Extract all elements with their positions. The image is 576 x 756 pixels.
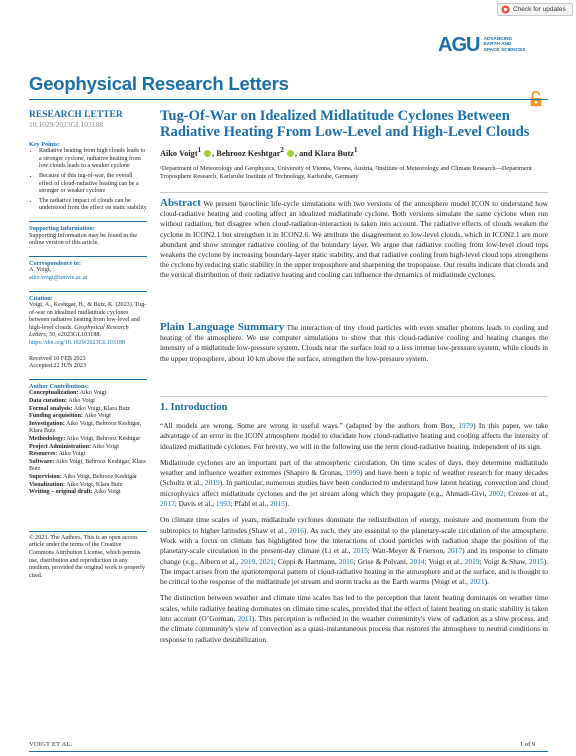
affiliations: ¹Department of Meteorology and Geophysics, University of Vienna, Vienna, Austria, ²Institute of Meteorology and Climate Research—Department Troposphere Research, Karlsruhe Institute of Technology, Karlsruhe, Germany bbox=[160, 165, 532, 180]
key-points-list bbox=[29, 148, 147, 213]
divider bbox=[160, 396, 548, 397]
supporting-info-heading: Supporting Information: bbox=[29, 224, 95, 232]
article-type: RESEARCH LETTER bbox=[29, 110, 123, 120]
update-icon bbox=[501, 5, 510, 14]
footer-rule bbox=[29, 751, 548, 752]
citation-link[interactable]: 2019 bbox=[204, 478, 220, 488]
citation-link[interactable]: 2016 bbox=[338, 556, 354, 566]
citation-link[interactable]: 2021 bbox=[469, 577, 485, 587]
agu-logo-letters: AGU bbox=[438, 33, 480, 56]
contributions-heading: Author Contributions: bbox=[29, 382, 89, 390]
author-name: Behrooz Keshtgar bbox=[216, 148, 281, 158]
citation-link[interactable]: 1993 bbox=[215, 499, 231, 509]
accepted-date: Accepted 22 JUN 2023 bbox=[29, 363, 87, 370]
divider bbox=[29, 291, 147, 292]
citation-link[interactable]: 2015 bbox=[270, 499, 285, 509]
citation-text: Voigt, A., Keshtgar, B., & Butz, K. (2023). Tug-of-war on idealized midlatitude cyclones between radiative heating from low-level and high-level clouds. Geophysical Research Letters, 50, e2023GL103188. https://doi.org/10.1029/2023GL103188 bbox=[29, 302, 147, 347]
contribution-item: Supervision: Aiko Voigt, Behrooz Keshtgar bbox=[29, 473, 137, 480]
contribution-item: Writing – original draft: Aiko Voigt bbox=[29, 489, 121, 496]
contribution-item: Conceptualization: Aiko Voigt bbox=[29, 390, 107, 397]
paragraph: Midlatitude cyclones are an important part of the atmospheric circulation. On time scales of days, they determine midlatitude weather and influence weather extremes (Shapiro & Gronas, 1999) and have been a topic of weather research for many decades (Schultz et al., 2019). In particular, numerous studies have been conducted to understand how latent heating, convection and cloud microphysics affect midlatitude cyclones and the jet stream along which they propagate (e.g., Ahmadi-Givi, 2002; Crezee et al., 2017; Davis et al., 1993; Pfahl et al., 2015). bbox=[160, 457, 548, 509]
divider bbox=[29, 379, 147, 380]
contribution-item: Software: Aiko Voigt, Behrooz Keshtgar, Klara Butz bbox=[29, 458, 146, 473]
divider bbox=[29, 531, 147, 532]
pls-text: The interaction of tiny cloud particles with even smaller photons leads to cooling and heating of the atmosphere. We use computer simulations to show that this cloud-radiative cooling and heating changes the intensity of a midlatitude low-pressure system. Clouds near the surface lead to a less intense low-pressure system, while clouds in the upper troposphere, about 10 km above the surface, strengthen the low-pressure system. bbox=[160, 323, 548, 363]
citation-link[interactable]: 2015 bbox=[528, 556, 544, 566]
citation-link[interactable]: 2002 bbox=[488, 488, 504, 498]
paragraph: “All models are wrong. Some are wrong in useful ways.” (adapted by the authors from Box, 1979) In this paper, we take advantage of an error in the ICON atmosphere model to elucidate how cloud-radiative heating and cooling affects the intensity of idealized midlatitude cyclones. For brevity, we will in the following use the term cloud-radiative heating, independent of its sign. bbox=[160, 421, 548, 451]
paragraph: On climate time scales of years, midlatitude cyclones dominate the redistribution of energy, moisture and momentum from the subtropics to higher latitudes (Shaw et al., 2016). As such, they are essential to the planetary-scale circulation of the atmosphere. Work with a focus on climate has highlighted how the interactions of cloud particles with radiation shape the position of the planetary-scale circulation in the present-day climate (Li et al., 2015; Watt-Meyer & Frierson, 2017) and its response to climate change (e.g., Albern et al., 2019, 2021; Ceppi & Hartmann, 2016; Grise & Polvani, 2014; Voigt et al., 2019; Voigt & Shaw, 2015). The impact arises from the spatiotemporal pattern of cloud-radiative heating in the atmosphere and at the surface, and is thought to be critical to the response of the midlatitude jet stream and storm tracks as the Earth warms (Voigt et al., 2021). bbox=[160, 515, 549, 587]
journal-name: Geophysical Research Letters bbox=[29, 73, 289, 94]
abstract-text: We present baroclinic life-cycle simulations with two versions of the atmosphere model ICON to understand how cloud-radiative heating and cooling affect an idealized midlatitude cyclone. Both versions simulate the same cyclone when run without radiation, but disagree when cloud-radiation-interaction is taken into account. The radiative effects of clouds weaken the cyclone in ICON2.1 but strengthen it in ICON2.6. We attribute the disagreement to low-level clouds, which in ICON2.1 are more abundant and show stronger radiative cooling of the boundary layer. We argue that radiative cooling from low-level cloud tops weakens the cyclone by increasing boundary-layer static stability, and that radiative cooling from high-level cloud tops strengthens the cyclone by reducing static stability in the upper troposphere and sharpening the tropopause. Our results indicate that clouds and the vertical distribution of their radiative heating and cooling can influence the dynamics of midlatitude cyclones. bbox=[160, 199, 548, 280]
plain-language-summary bbox=[160, 322, 548, 364]
page-number: 1 of 9 bbox=[520, 741, 536, 748]
divider bbox=[29, 256, 147, 257]
agu-tagline: ADVANCING EARTH AND SPACE SCIENCES bbox=[483, 36, 526, 53]
author-list: Aiko Voigt$^1$ , Behrooz Keshtgar$^2$ , and Klara Butz$^1$ bbox=[160, 147, 358, 158]
contribution-item: Visualization: Aiko Voigt, Klara Butz bbox=[29, 481, 123, 488]
contribution-item: Data curation: Aiko Voigt bbox=[29, 398, 95, 405]
contribution-item: Methodology: Aiko Voigt, Behrooz Keshtgar bbox=[29, 436, 141, 442]
correspondence-heading: Correspondence to: bbox=[29, 259, 81, 267]
citation-link[interactable]: https://doi.org/10.1029/2023GL103188 bbox=[29, 340, 126, 347]
contributions-list bbox=[29, 390, 147, 496]
correspondence-name: A. Voigt, bbox=[29, 267, 51, 274]
citation-link[interactable]: 2014 bbox=[409, 556, 425, 566]
citation-link[interactable]: 2019 bbox=[464, 556, 480, 566]
article-doi[interactable]: 10.1029/2023GL103188 bbox=[29, 120, 103, 129]
abstract bbox=[160, 198, 548, 281]
citation-link[interactable]: 2017 bbox=[160, 499, 175, 509]
citation-link[interactable]: 2011 bbox=[237, 614, 253, 624]
contribution-item: Formal analysis: Aiko Voigt, Klara Butz bbox=[29, 405, 131, 412]
citation-heading: Citation: bbox=[29, 294, 53, 302]
license-text: © 2023. The Authors. This is an open access article under the terms of the Creative Commons Attribution License, which permits use, distribution and reproduction in any medium, provided the original work is properly cited. bbox=[29, 534, 145, 579]
contribution-item: Project Administration: Aiko Voigt bbox=[29, 443, 119, 450]
paragraph: The distinction between weather and climate time scales has led to the perception that latent heating dominates on weather time scales, while radiative heating dominates on climate time scales, provided that the effect of latent heating on static stability is taken into account (O’Gorman, 2011). This perception is reflected in the weather community's view of radiation as a slow process, and the climate community's view of convection as a quasi-instantaneous process that restores the atmosphere to neutral conditions in response to radiative destabilization. bbox=[160, 593, 548, 644]
author-name: and Klara Butz bbox=[299, 148, 354, 158]
introduction-body bbox=[160, 421, 548, 651]
section-heading-introduction: 1. Introduction bbox=[160, 402, 228, 413]
orcid-icon[interactable] bbox=[204, 150, 211, 157]
divider bbox=[29, 221, 147, 222]
contribution-item: Resources: Aiko Voigt bbox=[29, 451, 86, 458]
correspondence-email[interactable]: aiko.voigt@univie.ac.at bbox=[29, 274, 88, 281]
key-point: • The radiative impact of clouds can be understood from the effect on static stability bbox=[39, 198, 147, 213]
header-rule bbox=[29, 99, 548, 100]
pls-label: Plain Language Summary bbox=[160, 321, 285, 333]
citation-link[interactable]: 2016 bbox=[289, 525, 304, 535]
key-point: • Because of this tug-of-war, the overall effect of cloud-radiative heating can be a stronger or weaker cyclone bbox=[39, 173, 147, 196]
citation-link[interactable]: 2017 bbox=[447, 546, 463, 556]
check-for-updates-badge[interactable] bbox=[497, 3, 573, 16]
citation-link[interactable]: 2019 bbox=[240, 556, 256, 566]
contribution-item: Investigation: Aiko Voigt, Behrooz Keshtgar, Klara Butz bbox=[29, 420, 142, 435]
key-point: • Radiative heating from high clouds leads to a stronger cyclone, radiative heating from low clouds leads to a weaker cyclone bbox=[39, 148, 147, 171]
orcid-icon[interactable] bbox=[287, 150, 294, 157]
supporting-info-text: Supporting Information may be found in the online version of this article. bbox=[29, 232, 137, 247]
key-points-heading: Key Points: bbox=[29, 140, 60, 148]
sidebar bbox=[29, 110, 147, 580]
received-date: Received 10 FEB 2023 bbox=[29, 355, 86, 362]
citation-link[interactable]: 2021 bbox=[259, 556, 274, 566]
contribution-item: Funding acquisition: Aiko Voigt bbox=[29, 413, 111, 420]
abstract-label: Abstract bbox=[160, 197, 201, 209]
check-updates-label: Check for updates bbox=[513, 6, 566, 13]
article-title: Tug-Of-War on Idealized Midlatitude Cyclones Between Radiative Heating From Low-Level and High-Level Clouds bbox=[160, 108, 530, 140]
citation-link[interactable]: 1999 bbox=[345, 468, 360, 478]
footer-authors: VOIGT ET AL. bbox=[29, 741, 73, 748]
agu-logo bbox=[438, 29, 570, 61]
divider bbox=[160, 192, 548, 193]
citation-link[interactable]: 2015 bbox=[353, 546, 368, 556]
citation-link[interactable]: 1979 bbox=[458, 421, 474, 430]
author-name: Aiko Voigt bbox=[160, 148, 198, 158]
